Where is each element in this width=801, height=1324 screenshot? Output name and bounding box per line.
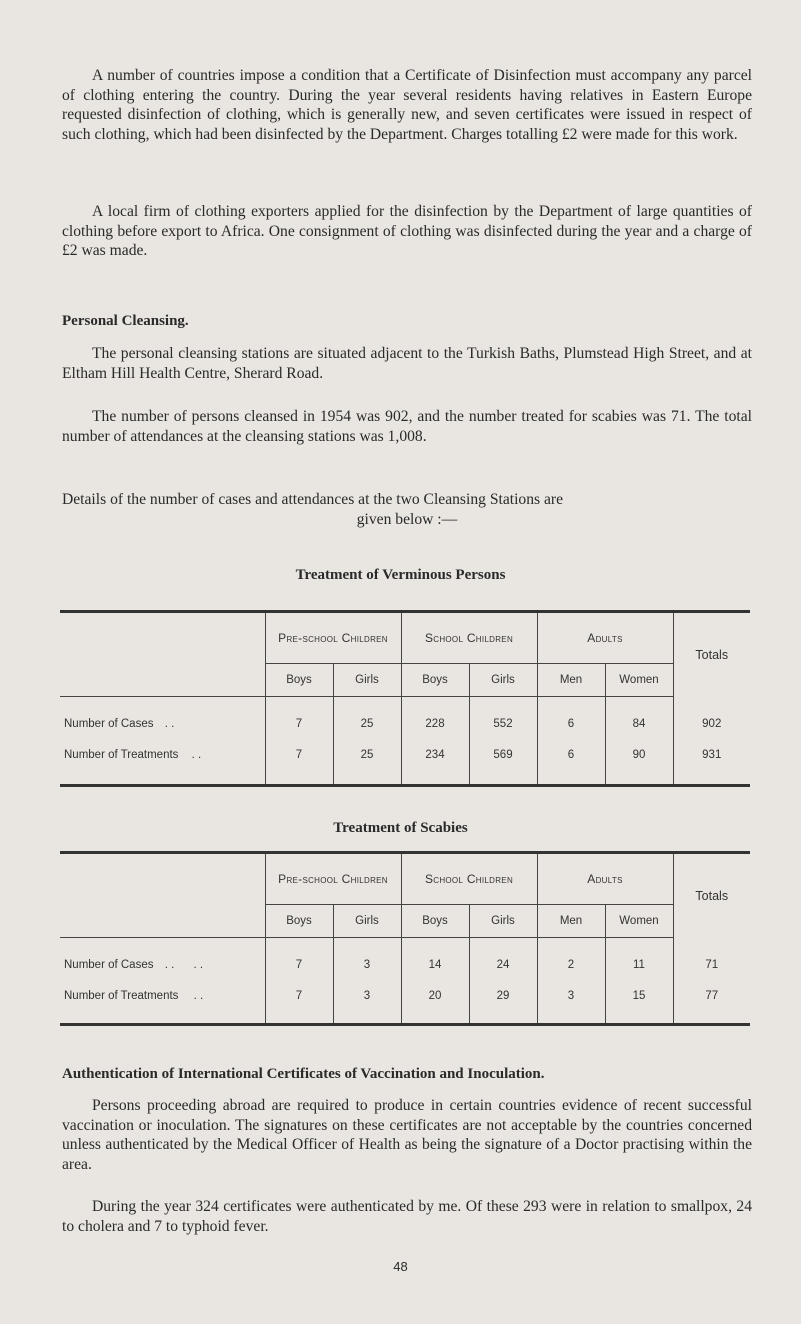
cell-value: 3 [537, 981, 605, 1011]
subheader-boys: Boys [401, 904, 469, 937]
row-label: Number of Cases . . [64, 718, 175, 730]
row-label: Number of Treatments . . [64, 990, 204, 1002]
cell-value: 90 [605, 740, 673, 770]
cell-total: 77 [673, 981, 750, 1011]
cell-value: 25 [333, 708, 401, 740]
subheader-girls: Girls [469, 663, 537, 696]
cell-value: 6 [537, 740, 605, 770]
cell-value: 2 [537, 949, 605, 981]
cell-value: 7 [265, 981, 333, 1011]
subheader-men: Men [537, 904, 605, 937]
cell-value: 569 [469, 740, 537, 770]
row-label: Number of Treatments . . [64, 749, 202, 761]
cell-value: 3 [333, 949, 401, 981]
group-header-adults: Adults [537, 613, 673, 663]
paragraph-certificates-authenticated: During the year 324 certificates were authenticated by me. Of these 293 were in relation to smallpox, 24 to cholera and 7 to typhoid fever. [62, 1198, 752, 1235]
subheader-girls: Girls [469, 904, 537, 937]
table-row [60, 981, 750, 1011]
verminous-table [60, 610, 750, 787]
cell-value: 7 [265, 740, 333, 770]
cell-value: 228 [401, 708, 469, 740]
subheader-boys: Boys [401, 663, 469, 696]
page-number: 48 [393, 1259, 408, 1274]
cell-value: 84 [605, 708, 673, 740]
subheader-boys: Boys [265, 663, 333, 696]
table-title-scabies: Treatment of Scabies [333, 820, 468, 836]
paragraph-details-line2: given below :— [356, 511, 458, 528]
cell-value: 6 [537, 708, 605, 740]
paragraph-vaccination-evidence: Persons proceeding abroad are required to produce in certain countries evidence of recent successful vaccination or inoculation. The signatures on these certificates are not acceptable by the countries concerned unless authenticated by the Medical Officer of Health as being the signature of a Doctor practising within the area. [62, 1097, 752, 1173]
subheader-girls: Girls [333, 904, 401, 937]
cell-value: 11 [605, 949, 673, 981]
subheader-women: Women [605, 663, 673, 696]
paragraph-persons-cleansed: The number of persons cleansed in 1954 was 902, and the number treated for scabies was 71. The total number of attendances at the cleansing stations was 1,008. [62, 408, 752, 445]
cell-value: 15 [605, 981, 673, 1011]
table-row [60, 740, 750, 770]
cell-value: 3 [333, 981, 401, 1011]
group-header-preschool: Pre-school Children [265, 613, 401, 663]
header-totals: Totals [673, 613, 750, 696]
paragraph-details-line1: Details of the number of cases and attendances at the two Cleansing Stations are [62, 491, 564, 508]
cell-value: 234 [401, 740, 469, 770]
group-header-school: School Children [401, 613, 537, 663]
subheader-men: Men [537, 663, 605, 696]
cell-value: 7 [265, 708, 333, 740]
subheader-women: Women [605, 904, 673, 937]
paragraph-clothing-exporters: A local firm of clothing exporters applied for the disinfection by the Department of large quantities of clothing before export to Africa. One consignment of clothing was disinfected during the year and a charge of £2 was made. [62, 203, 752, 260]
subheader-girls: Girls [333, 663, 401, 696]
heading-authentication: Authentication of International Certificates of Vaccination and Inoculation. [62, 1066, 545, 1082]
cell-value: 29 [469, 981, 537, 1011]
cell-value: 552 [469, 708, 537, 740]
heading-personal-cleansing: Personal Cleansing. [62, 313, 189, 329]
cell-value: 7 [265, 949, 333, 981]
cell-value: 20 [401, 981, 469, 1011]
header-totals: Totals [673, 854, 750, 937]
subheader-boys: Boys [265, 904, 333, 937]
cell-total: 931 [673, 740, 750, 770]
cell-total: 902 [673, 708, 750, 740]
scabies-table [60, 851, 750, 1026]
table-row [60, 708, 750, 740]
paragraph-cleansing-stations: The personal cleansing stations are situated adjacent to the Turkish Baths, Plumstead High Street, and at Eltham Hill Health Centre, Sherard Road. [62, 345, 752, 382]
row-label: Number of Cases . . . . [64, 959, 204, 971]
table-row [60, 949, 750, 981]
cell-value: 24 [469, 949, 537, 981]
paragraph-certificate-disinfection: A number of countries impose a condition that a Certificate of Disinfection must accompany any parcel of clothing entering the country. During the year several residents having relatives in Eastern Europe requested disinfection of clothing, which is generally new, and seven certificates were issued in respect of such clothing, which had been disinfected by the Department. Charges totalling £2 were made for this work. [62, 67, 752, 143]
group-header-preschool: Pre-school Children [265, 854, 401, 904]
cell-value: 25 [333, 740, 401, 770]
header-blank [60, 613, 265, 663]
group-header-adults: Adults [537, 854, 673, 904]
cell-value: 14 [401, 949, 469, 981]
group-header-school: School Children [401, 854, 537, 904]
table-title-verminous: Treatment of Verminous Persons [295, 567, 506, 583]
cell-total: 71 [673, 949, 750, 981]
